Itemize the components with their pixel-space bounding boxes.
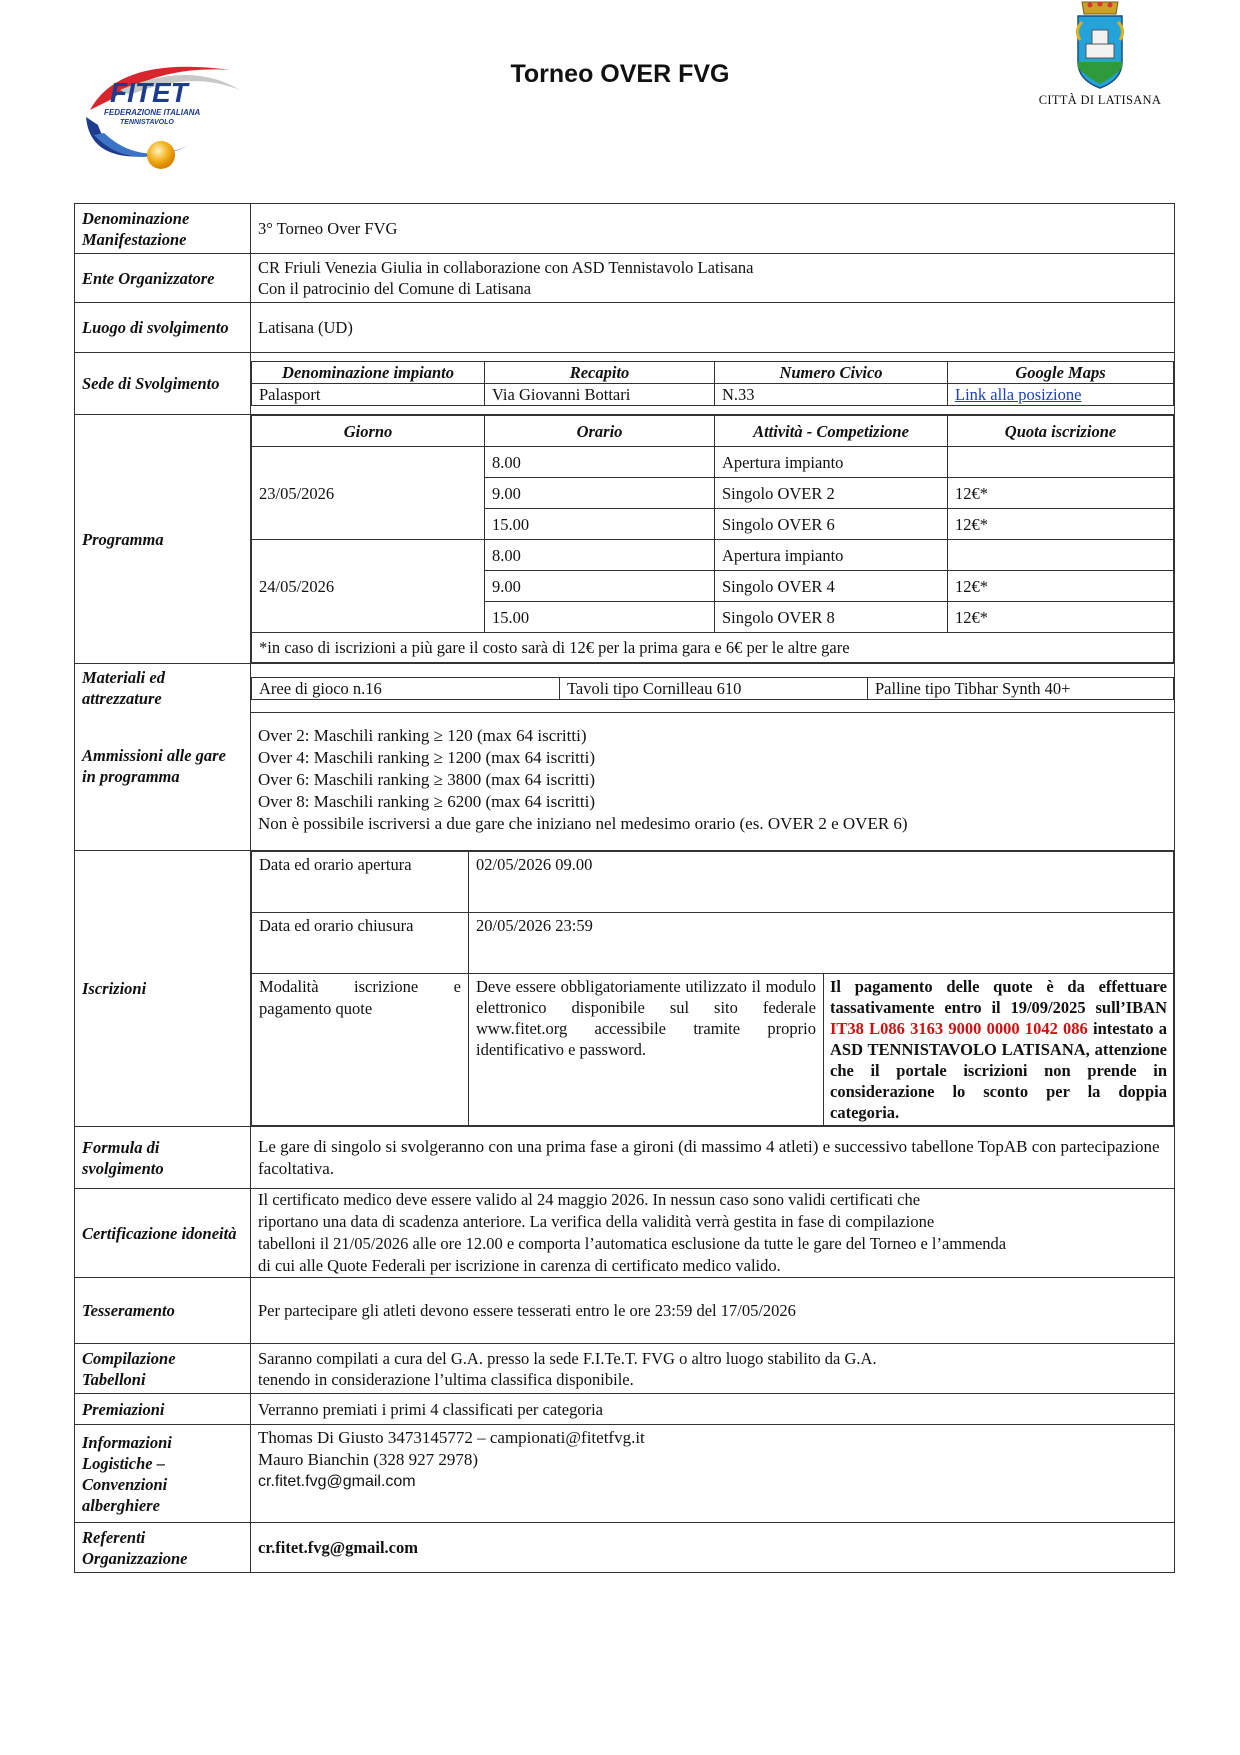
- programma-header: Attività - Competizione: [715, 416, 948, 447]
- label-ammissioni: Ammissioni alle gare in programma: [75, 713, 251, 851]
- event-info-table: [74, 203, 1175, 1573]
- programma-day: 24/05/2026: [252, 540, 485, 633]
- row-formula: [75, 1127, 1175, 1189]
- label-sede: Sede di Svolgimento: [75, 353, 251, 415]
- iban-value: IT38 L086 3163 9000 0000 1042 086: [830, 1019, 1088, 1038]
- value-formula: Le gare di singolo si svolgeranno con una prima fase a gironi (di massimo 4 atleti) e successivo tabellone TopAB con partecipazione facoltativa.: [251, 1127, 1175, 1189]
- ammissioni-line: Over 2: Maschili ranking ≥ 120 (max 64 iscritti): [258, 726, 587, 745]
- ammissioni-line: Non è possibile iscriversi a due gare che iniziano nel medesimo orario (es. OVER 2 e OVER 6): [258, 814, 908, 833]
- apertura-label: Data ed orario apertura: [252, 852, 469, 913]
- certificazione-line: Il certificato medico deve essere valido al 24 maggio 2026. In nessun caso sono validi certificati che: [258, 1190, 921, 1209]
- value-denominazione: 3° Torneo Over FVG: [251, 204, 1175, 254]
- city-caption: CITTÀ DI LATISANA: [1038, 93, 1162, 107]
- materiali-item: Aree di gioco n.16: [252, 677, 560, 699]
- materiali-table: [251, 677, 1174, 700]
- label-premiazioni: Premiazioni: [75, 1394, 251, 1425]
- sede-header: Numero Civico: [715, 362, 948, 384]
- programma-activity: Singolo OVER 4: [715, 571, 948, 602]
- value-informazioni: [251, 1425, 1175, 1523]
- programma-table: [251, 415, 1174, 663]
- programma-fee: [948, 540, 1174, 571]
- programma-time: 15.00: [485, 602, 715, 633]
- compilazione-line1: Saranno compilati a cura del G.A. presso la sede F.I.Te.T. FVG o altro luogo stabilito da G.A.: [258, 1348, 877, 1368]
- fitet-logo-sub2: TENNISTAVOLO: [120, 119, 174, 126]
- modalita-label: Modalità iscrizione e pagamento quote: [252, 974, 469, 1126]
- value-ente: [251, 254, 1175, 303]
- programma-activity: Singolo OVER 8: [715, 602, 948, 633]
- value-luogo: Latisana (UD): [251, 303, 1175, 353]
- label-denominazione: Denominazione Manifestazione: [75, 204, 251, 254]
- sede-civico: N.33: [715, 384, 948, 406]
- certificazione-line: riportano una data di scadenza anteriore. La verifica della validità verrà gestita in fase di compilazione: [258, 1212, 935, 1231]
- label-certificazione: Certificazione idoneità: [75, 1189, 251, 1278]
- ente-line2: Con il patrocinio del Comune di Latisana: [258, 279, 532, 298]
- row-luogo: [75, 303, 1175, 353]
- sede-header: Recapito: [485, 362, 715, 384]
- row-certificazione: [75, 1189, 1175, 1278]
- label-referenti: Referenti Organizzazione: [75, 1523, 251, 1573]
- programma-header: Quota iscrizione: [948, 416, 1174, 447]
- programma-time: 9.00: [485, 571, 715, 602]
- row-ammissioni: [75, 713, 1175, 851]
- programma-time: 8.00: [485, 540, 715, 571]
- programma-fee: 12€*: [948, 478, 1174, 509]
- sede-header: Denominazione impianto: [252, 362, 485, 384]
- programma-header: Giorno: [252, 416, 485, 447]
- row-iscrizioni: [75, 851, 1175, 1127]
- sede-impianto: Palasport: [252, 384, 485, 406]
- row-informazioni: [75, 1425, 1175, 1523]
- certificazione-line: tabelloni il 21/05/2026 alle ore 12.00 e comporta l’automatica esclusione da tutte le gare del Torneo e l’ammenda: [258, 1234, 1007, 1253]
- programma-time: 9.00: [485, 478, 715, 509]
- info-line: Thomas Di Giusto 3473145772 – campionati@fitetfvg.it: [258, 1428, 645, 1447]
- fitet-logo: [80, 55, 255, 173]
- row-materiali: [75, 664, 1175, 713]
- certificazione-line: di cui alle Quote Federali per iscrizione in carenza di certificato medico valido.: [258, 1256, 781, 1275]
- sede-recapito: Via Giovanni Bottari: [485, 384, 715, 406]
- label-formula: Formula di svolgimento: [75, 1127, 251, 1189]
- iscrizioni-table: [251, 851, 1174, 1126]
- row-denominazione: [75, 204, 1175, 254]
- value-premiazioni: Verranno premiati i primi 4 classificati per categoria: [251, 1394, 1175, 1425]
- row-sede: [75, 353, 1175, 415]
- label-iscrizioni: Iscrizioni: [75, 851, 251, 1127]
- label-tesseramento: Tesseramento: [75, 1278, 251, 1344]
- ammissioni-line: Over 6: Maschili ranking ≥ 3800 (max 64 iscritti): [258, 770, 595, 789]
- label-luogo: Luogo di svolgimento: [75, 303, 251, 353]
- row-premiazioni: [75, 1394, 1175, 1425]
- ball-icon: [147, 141, 175, 169]
- programma-activity: Apertura impianto: [715, 540, 948, 571]
- programma-fee: 12€*: [948, 602, 1174, 633]
- label-compilazione: Compilazione Tabelloni: [75, 1344, 251, 1394]
- row-tesseramento: [75, 1278, 1175, 1344]
- value-referenti: cr.fitet.fvg@gmail.com: [251, 1523, 1175, 1573]
- label-programma: Programma: [75, 415, 251, 664]
- ammissioni-line: Over 4: Maschili ranking ≥ 1200 (max 64 iscritti): [258, 748, 595, 767]
- info-line: cr.fitet.fvg@gmail.com: [258, 1473, 416, 1490]
- programma-note: *in caso di iscrizioni a più gare il costo sarà di 12€ per la prima gara e 6€ per le altre gare: [252, 633, 1174, 663]
- materiali-item: Palline tipo Tibhar Synth 40+: [868, 677, 1174, 699]
- sede-header: Google Maps: [948, 362, 1174, 384]
- sede-table: [251, 361, 1174, 406]
- programma-fee: 12€*: [948, 571, 1174, 602]
- row-referenti: [75, 1523, 1175, 1573]
- ammissioni-line: Over 8: Maschili ranking ≥ 6200 (max 64 iscritti): [258, 792, 595, 811]
- ente-line1: CR Friuli Venezia Giulia in collaborazione con ASD Tennistavolo Latisana: [258, 258, 754, 277]
- programma-fee: 12€*: [948, 509, 1174, 540]
- value-certificazione: [251, 1189, 1175, 1278]
- apertura-value: 02/05/2026 09.00: [469, 852, 1174, 913]
- label-ente: Ente Organizzatore: [75, 254, 251, 303]
- programma-activity: Apertura impianto: [715, 447, 948, 478]
- compilazione-line2: tenendo in considerazione l’ultima classifica disponibile.: [258, 1369, 634, 1389]
- chiusura-value: 20/05/2026 23:59: [469, 913, 1174, 974]
- programma-time: 15.00: [485, 509, 715, 540]
- programma-activity: Singolo OVER 6: [715, 509, 948, 540]
- google-maps-link[interactable]: Link alla posizione: [955, 385, 1082, 404]
- chiusura-label: Data ed orario chiusura: [252, 913, 469, 974]
- page-title: Torneo OVER FVG: [510, 60, 730, 88]
- programma-day: 23/05/2026: [252, 447, 485, 540]
- programma-fee: [948, 447, 1174, 478]
- fitet-logo-sub1: FEDERAZIONE ITALIANA: [104, 108, 201, 117]
- info-line: Mauro Bianchin (328 927 2978): [258, 1450, 479, 1469]
- programma-activity: Singolo OVER 2: [715, 478, 948, 509]
- table-row: [252, 540, 1174, 571]
- table-row: [252, 447, 1174, 478]
- row-programma: [75, 415, 1175, 664]
- fitet-logo-text: FITET: [110, 77, 188, 108]
- row-compilazione: [75, 1344, 1175, 1394]
- value-ammissioni: [251, 713, 1175, 851]
- label-informazioni: Informazioni Logistiche – Convenzioni alberghiere: [75, 1425, 251, 1523]
- row-ente: [75, 254, 1175, 303]
- programma-header: Orario: [485, 416, 715, 447]
- pagamento-note: Il pagamento delle quote è da effettuare tassativamente entro il 19/09/2025 sull’IBAN IT38 L086 3163 9000 0000 1042 086 intestato a ASD TENNISTAVOLO LATISANA, attenzione che il portale iscrizioni non prende in considerazione lo sconto per la doppia categoria.: [824, 974, 1174, 1126]
- value-tesseramento: Per partecipare gli atleti devono essere tesserati entro le ore 23:59 del 17/05/2026: [251, 1278, 1175, 1344]
- materiali-item: Tavoli tipo Cornilleau 610: [560, 677, 868, 699]
- programma-time: 8.00: [485, 447, 715, 478]
- label-materiali: Materiali ed attrezzature: [75, 664, 251, 713]
- value-compilazione: [251, 1344, 1175, 1394]
- modalita-value: Deve essere obbligatoriamente utilizzato il modulo elettronico disponibile sul sito federale www.fitet.org accessibile tramite proprio identificativo e password.: [469, 974, 824, 1126]
